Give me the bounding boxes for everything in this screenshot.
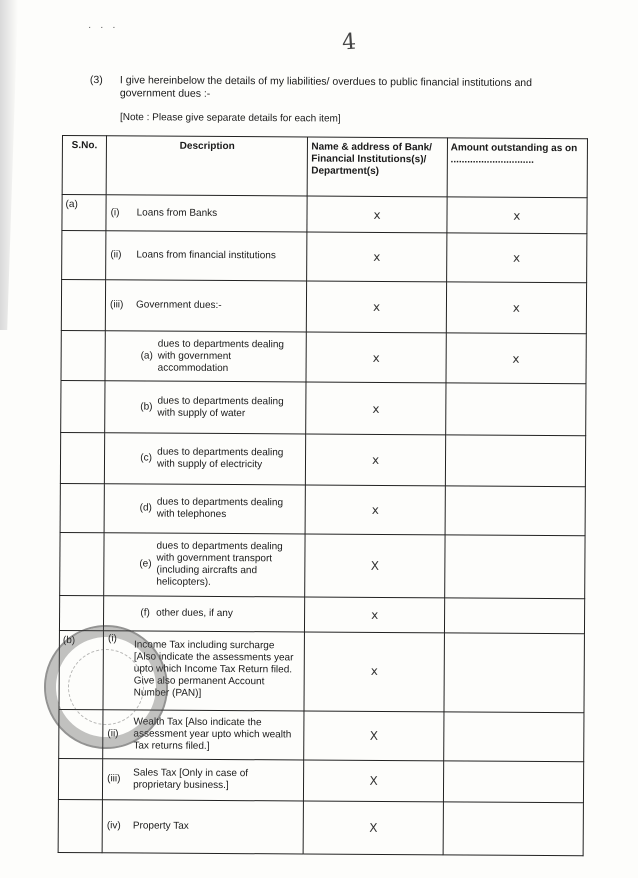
row-description	[104, 433, 306, 485]
row-description	[103, 759, 305, 801]
section-note: [Note : Please give separate details for each item]	[119, 112, 341, 125]
header-sno: S.No.	[62, 136, 106, 195]
table-row	[58, 758, 583, 802]
row-bank	[307, 281, 447, 333]
row-sno	[62, 231, 106, 280]
table-row	[61, 330, 586, 383]
row-amount	[444, 633, 585, 713]
amount-mark	[444, 761, 584, 802]
table-row	[59, 595, 584, 633]
amount-mark	[443, 802, 583, 855]
bank-mark: X	[369, 773, 378, 788]
row-amount	[446, 233, 587, 283]
row-sno	[60, 432, 104, 483]
row-sno	[58, 799, 102, 852]
bank-mark: x	[373, 207, 381, 222]
amount-mark	[445, 486, 585, 535]
row-description	[102, 800, 304, 854]
row-bank	[304, 632, 444, 712]
row-label: (ii)	[107, 728, 119, 740]
row-description	[103, 710, 305, 760]
row-sno	[60, 483, 104, 532]
table-row	[62, 195, 587, 234]
row-text: other dues, if any	[156, 607, 233, 620]
row-sno	[58, 758, 102, 799]
row-sno	[61, 330, 105, 380]
bank-mark: x	[371, 607, 379, 622]
table-row	[60, 483, 585, 535]
row-label: (iii)	[110, 299, 124, 311]
row-text: Property Tax	[132, 820, 189, 832]
row-bank	[305, 597, 444, 633]
amount-mark	[446, 435, 586, 486]
row-label: (i)	[107, 633, 117, 645]
section-b-label: (b)	[59, 630, 104, 709]
row-amount	[443, 802, 584, 856]
page-number: 4	[341, 29, 357, 56]
bank-mark: X	[369, 728, 379, 743]
table-row	[62, 231, 587, 283]
row-amount	[445, 486, 586, 536]
row-bank	[304, 760, 443, 802]
amount-mark: x	[513, 250, 521, 265]
bank-mark: x	[371, 452, 380, 467]
table-row	[61, 280, 586, 334]
row-text: dues to departments dealing with supply of electricity	[157, 446, 284, 471]
header-amount: Amount outstanding as on ..............................	[447, 138, 588, 198]
row-sno	[61, 380, 105, 432]
row-description	[106, 195, 308, 232]
row-bank	[307, 196, 446, 233]
row-text: Government dues:-	[136, 299, 222, 311]
row-amount	[444, 598, 585, 634]
row-amount	[446, 333, 587, 384]
row-label: (i)	[110, 206, 120, 218]
bank-mark: x	[372, 350, 380, 365]
row-amount	[447, 197, 588, 234]
row-amount	[443, 712, 584, 762]
bank-mark: X	[370, 558, 380, 573]
row-description	[106, 231, 308, 281]
row-label: (b)	[140, 400, 153, 413]
row-label: (f)	[140, 607, 150, 619]
amount-mark	[446, 383, 586, 435]
table-row	[61, 380, 586, 435]
row-amount	[445, 383, 586, 436]
row-text: dues to departments dealing with government transport (including aircrafts and helicopters).	[156, 540, 283, 588]
row-label: (a)	[140, 349, 153, 362]
amount-mark	[444, 712, 584, 761]
row-text: dues to departments dealing with government accommodation	[157, 338, 285, 374]
table-row	[60, 432, 585, 486]
row-amount	[446, 282, 587, 334]
amount-mark: x	[512, 351, 520, 366]
bank-mark: x	[371, 502, 379, 517]
row-amount	[444, 535, 585, 599]
row-text: Sales Tax [Only in case of proprietary business.]	[133, 767, 249, 792]
row-text: dues to departments dealing with supply of water	[157, 395, 284, 419]
amount-mark: x	[513, 208, 521, 223]
row-bank	[307, 232, 447, 282]
section-a-label: (a)	[62, 195, 106, 231]
row-bank	[304, 801, 444, 855]
section-intro	[89, 74, 590, 100]
row-label: (e)	[139, 558, 152, 570]
row-description	[104, 596, 306, 632]
amount-mark	[445, 598, 585, 633]
row-text: dues to departments dealing with telephones	[156, 496, 284, 521]
section-intro-text: I give hereinbelow the details of my liabilities/ overdues to public financial institutions and government dues :-	[119, 74, 533, 100]
row-label: (c)	[140, 452, 152, 464]
table-row	[60, 532, 585, 598]
section-number: (3)	[89, 74, 103, 87]
row-description	[104, 484, 306, 534]
liabilities-table	[58, 135, 588, 856]
table-row	[59, 709, 584, 761]
row-label: (iv)	[106, 820, 121, 832]
row-text: Loans from Banks	[136, 206, 218, 219]
row-bank	[306, 382, 446, 435]
row-text: Wealth Tax [Also indicate the assessment year upto which wealth Tax returns filed.]	[133, 716, 292, 752]
table-header-row	[62, 136, 587, 198]
row-sno	[59, 709, 103, 758]
bank-mark: X	[369, 820, 378, 835]
amount-mark	[444, 633, 584, 710]
row-sno	[61, 280, 105, 331]
row-label: (d)	[139, 502, 152, 514]
row-text: Income Tax including surcharge [Also indicate the assessments year upto which Income Tax Return filed. Give also permanent Account Number (PAN)]	[133, 639, 294, 699]
amount-mark: x	[512, 300, 520, 315]
row-description	[104, 533, 306, 597]
row-amount	[443, 761, 584, 803]
row-sno	[59, 595, 103, 630]
header-bank: Name & address of Bank/ Financial Institutions(s)/ Department(s)	[308, 137, 448, 197]
row-label: (ii)	[110, 249, 122, 261]
row-description	[105, 280, 307, 332]
row-sno	[60, 532, 104, 595]
row-amount	[445, 435, 586, 487]
row-bank	[304, 711, 444, 761]
scan-specks: · · ·	[88, 22, 119, 33]
row-description	[103, 631, 305, 711]
row-label: (iii)	[107, 773, 121, 785]
row-bank	[306, 485, 446, 535]
row-bank	[306, 332, 446, 383]
scan-shadow-edge	[0, 0, 18, 330]
bank-mark: x	[372, 299, 381, 314]
bank-mark: x	[372, 401, 380, 416]
table-row	[58, 799, 583, 855]
row-description	[105, 331, 307, 382]
bank-mark: x	[373, 249, 381, 264]
bank-mark: x	[370, 663, 378, 678]
row-text: Loans from financial institutions	[136, 249, 276, 262]
row-description	[105, 381, 307, 434]
row-bank	[305, 534, 445, 598]
row-bank	[306, 434, 446, 486]
header-description: Description	[106, 136, 308, 196]
table-row	[59, 630, 584, 712]
amount-mark	[445, 535, 585, 598]
